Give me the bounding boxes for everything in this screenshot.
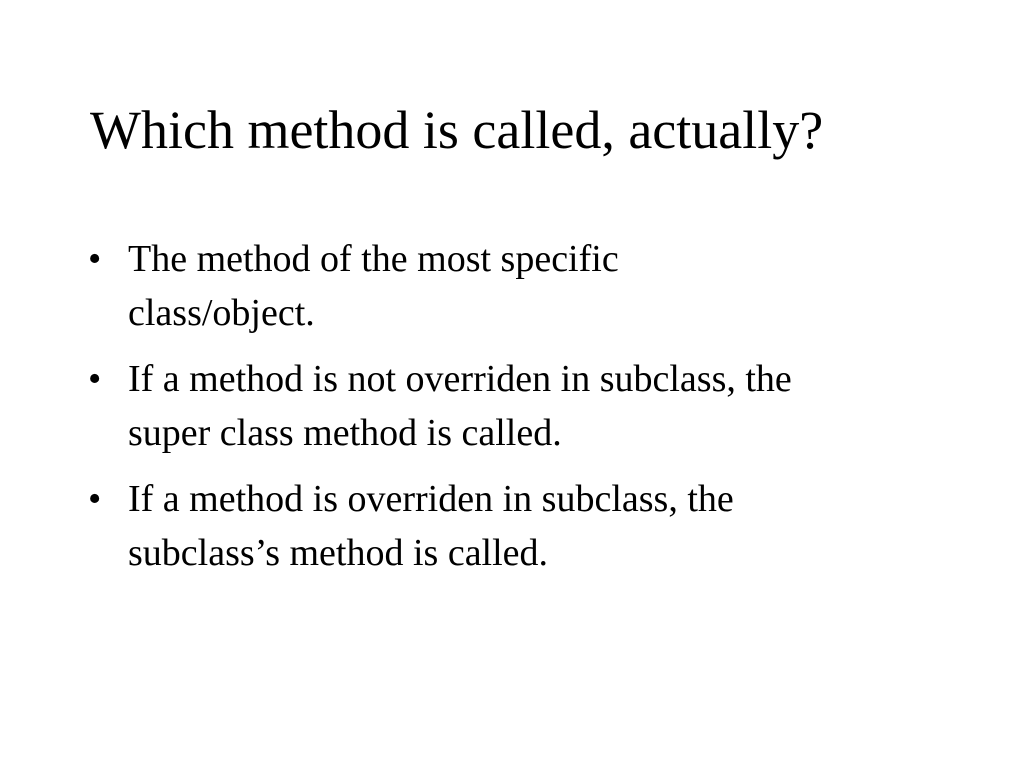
bullet-text [128, 232, 619, 340]
bullet-dot-icon: • [88, 238, 102, 280]
bullet-line: If a method is not overriden in subclass, the [128, 358, 792, 400]
bullet-line: The method of the most specific [128, 238, 619, 280]
bullet-text [128, 472, 734, 580]
bullet-line: subclass’s method is called. [128, 532, 549, 574]
bullet-line: class/object. [128, 292, 315, 334]
bullet-item [86, 232, 946, 340]
bullet-line: If a method is overriden in subclass, the [128, 478, 734, 520]
bullet-item [86, 472, 946, 580]
bullet-dot-icon: • [88, 478, 102, 520]
bullet-item [86, 352, 946, 460]
bullet-list [86, 232, 946, 592]
bullet-dot-icon: • [88, 358, 102, 400]
slide-title: Which method is called, actually? [90, 100, 824, 160]
bullet-text [128, 352, 792, 460]
bullet-line: super class method is called. [128, 412, 562, 454]
